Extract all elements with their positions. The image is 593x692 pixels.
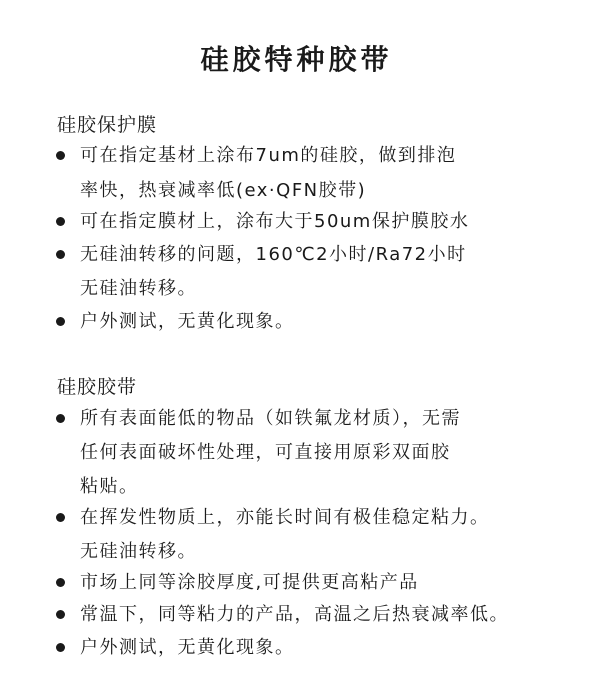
bullet-dot (56, 414, 65, 423)
list-item-line: 户外测试，无黄化现象。 (80, 311, 295, 332)
bullet-dot (56, 610, 65, 619)
bullet-dot (56, 513, 65, 522)
bullet-dot (56, 578, 65, 587)
bullet-dot (56, 317, 65, 326)
list-item-line: 无硅油转移的问题，160℃2小时/Ra72小时 (80, 244, 467, 265)
bullet-dot (56, 217, 65, 226)
list-item-line: 户外测试，无黄化现象。 (80, 637, 295, 658)
list-item-line: 市场上同等涂胶厚度,可提供更高粘产品 (80, 572, 419, 593)
list-item-line: 任何表面破坏性处理，可直接用原彩双面胶 (80, 442, 451, 463)
section-heading-silicone-tape: 硅胶胶带 (57, 376, 138, 398)
bullet-dot (56, 250, 65, 259)
list-item-line: 常温下，同等粘力的产品，高温之后热衰减率低。 (80, 604, 509, 625)
list-item-line: 率快，热衰减率低(ex·QFN胶带) (80, 180, 367, 201)
section-heading-silicone-film: 硅胶保护膜 (57, 114, 158, 136)
list-item-line: 在挥发性物质上，亦能长时间有极佳稳定粘力。 (80, 507, 490, 528)
list-item-line: 可在指定基材上涂布7um的硅胶，做到排泡 (80, 145, 457, 166)
bullet-dot (56, 151, 65, 160)
list-item-line: 无硅油转移。 (80, 541, 197, 562)
list-item-line: 所有表面能低的物品（如铁氟龙材质），无需 (80, 408, 461, 429)
list-item-line: 无硅油转移。 (80, 278, 197, 299)
page-title: 硅胶特种胶带 (200, 43, 393, 76)
bullet-dot (56, 643, 65, 652)
list-item-line: 粘贴。 (80, 476, 139, 497)
list-item-line: 可在指定膜材上，涂布大于50um保护膜胶水 (80, 211, 470, 232)
